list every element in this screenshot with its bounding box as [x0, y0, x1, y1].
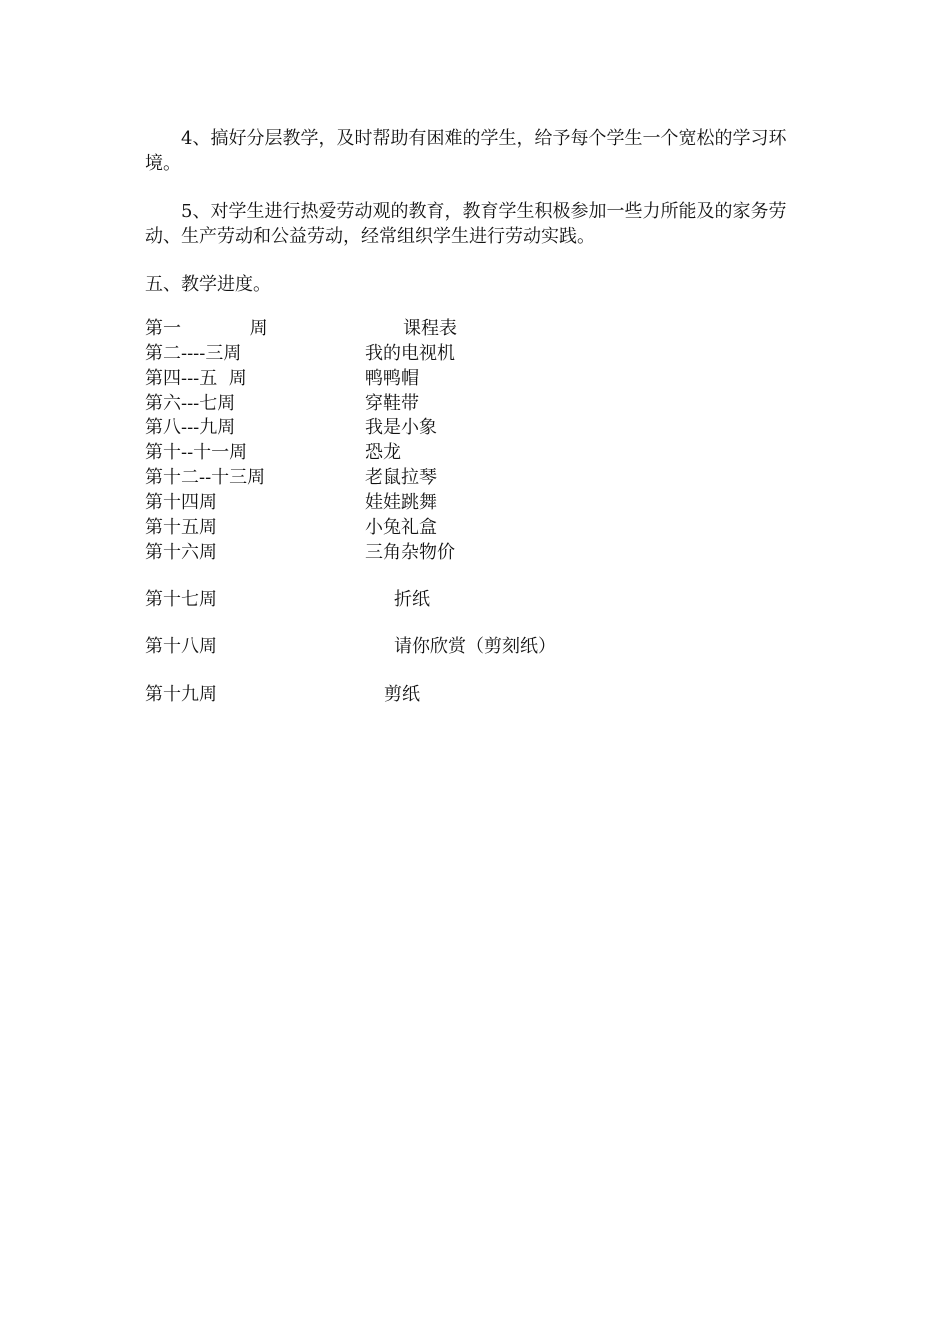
section-heading-teaching-progress: 五、教学进度。	[145, 274, 271, 295]
schedule-week: 第十二--十三周	[145, 467, 266, 488]
schedule-week: 第十八周	[145, 636, 217, 657]
schedule-week: 第十九周	[145, 684, 217, 705]
schedule-course: 穿鞋带	[365, 393, 419, 414]
schedule-course: 请你欣赏（剪刻纸）	[394, 636, 556, 657]
schedule-row	[145, 587, 430, 612]
schedule-course: 课程表	[403, 318, 457, 339]
schedule-course: 剪纸	[384, 684, 420, 705]
schedule-week: 第二----三周	[145, 343, 242, 364]
schedule-row	[145, 366, 419, 391]
schedule-row	[145, 391, 419, 416]
schedule-row	[145, 341, 455, 366]
schedule-course: 三角杂物价	[365, 542, 455, 563]
schedule-course: 老鼠拉琴	[365, 467, 437, 488]
schedule-week: 第十--十一周	[145, 442, 248, 463]
schedule-week: 第十四周	[145, 492, 217, 513]
schedule-row	[145, 440, 401, 465]
schedule-week: 第六---七周	[145, 393, 236, 414]
schedule-course: 我是小象	[365, 417, 437, 438]
schedule-row	[145, 515, 437, 540]
schedule-week: 第八---九周	[145, 417, 236, 438]
paragraph-item-5: 5、对学生进行热爱劳动观的教育，教育学生积极参加一些力所能及的家务劳动、生产劳动和公益劳动，经常组织学生进行劳动实践。	[145, 201, 787, 247]
schedule-course: 鸭鸭帽	[365, 368, 419, 389]
schedule-course: 娃娃跳舞	[365, 492, 437, 513]
schedule-week: 第十六周	[145, 542, 217, 563]
schedule-week: 第十七周	[145, 589, 217, 610]
schedule-header-row	[145, 316, 457, 341]
schedule-course: 恐龙	[365, 442, 401, 463]
schedule-row	[145, 682, 420, 707]
schedule-week: 第四---五 周	[145, 368, 247, 389]
schedule-row	[145, 490, 437, 515]
schedule-course: 折纸	[394, 589, 430, 610]
schedule-row	[145, 465, 437, 490]
schedule-week: 第十五周	[145, 517, 217, 538]
schedule-course: 我的电视机	[365, 343, 455, 364]
schedule-week: 第一 周	[145, 318, 268, 339]
schedule-row	[145, 415, 437, 440]
schedule-row	[145, 634, 556, 659]
schedule-row	[145, 540, 455, 565]
paragraph-item-4: 4、搞好分层教学，及时帮助有困难的学生，给予每个学生一个宽松的学习环境。	[145, 128, 787, 174]
schedule-course: 小兔礼盒	[365, 517, 437, 538]
